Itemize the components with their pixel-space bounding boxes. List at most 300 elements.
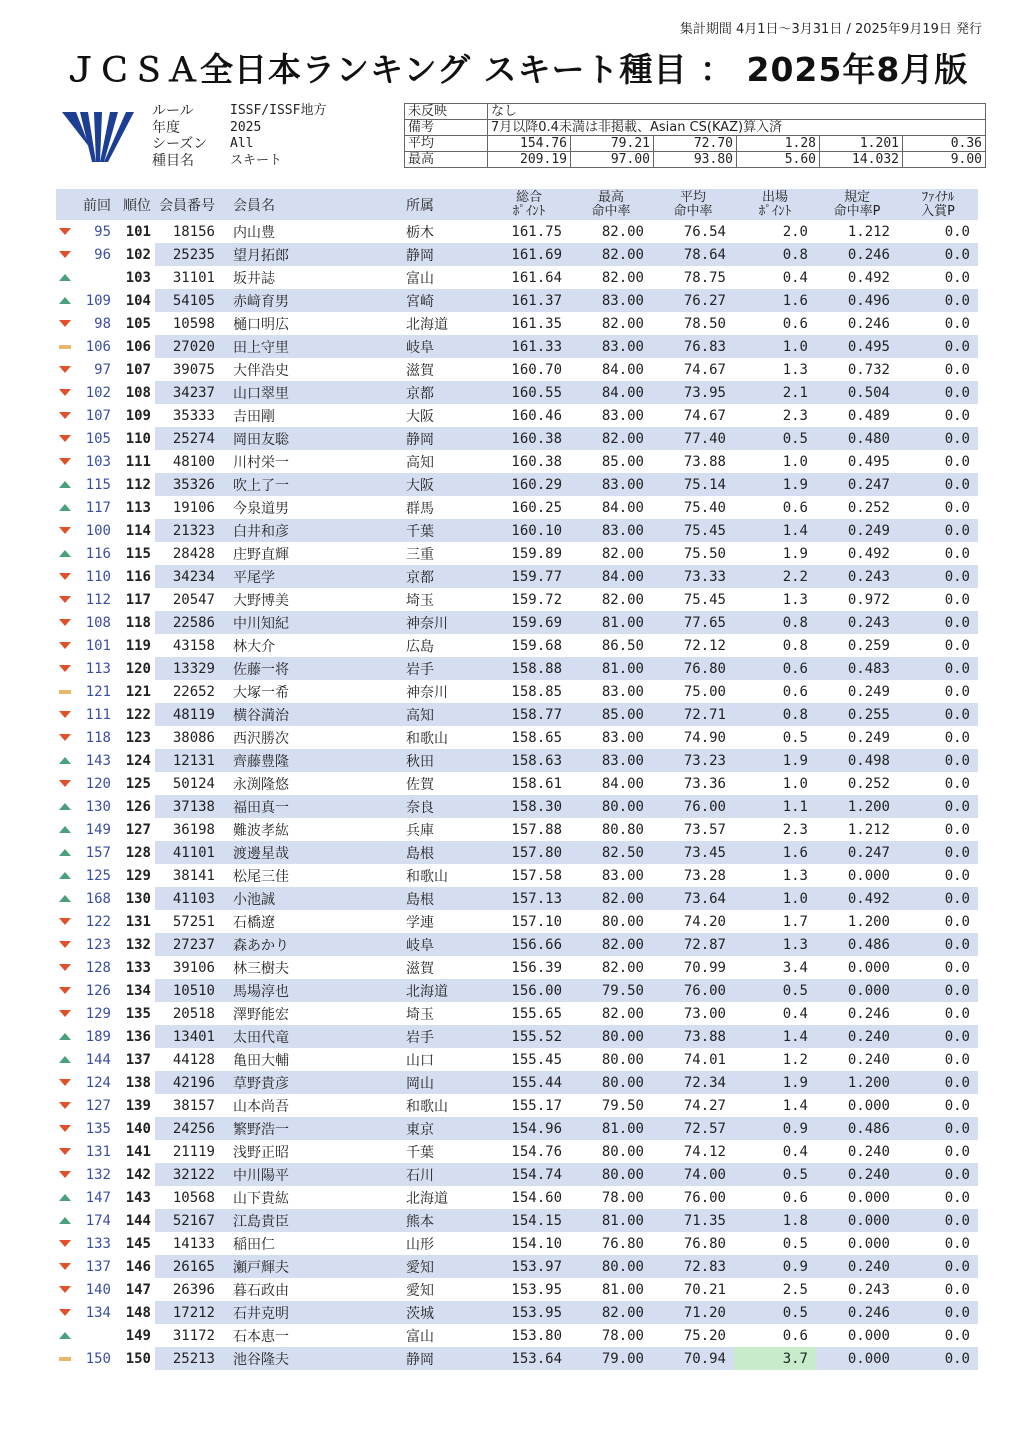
final-points: 0.0 [944,407,970,424]
affiliation: 佐賀 [406,776,434,793]
max-best: 97.00 [571,152,654,168]
participation-points: 0.5 [734,427,816,450]
member-name: 永渕隆悠 [233,776,289,793]
affiliation: 神奈川 [406,684,448,701]
final-points: 0.0 [944,499,970,516]
member-name: 大塚一希 [233,684,289,701]
affiliation: 北海道 [406,979,488,1002]
member-id: 25274 [155,427,231,450]
participation-points: 1.3 [782,591,808,608]
final-points: 0.0 [898,795,978,818]
avg-row [405,136,986,152]
member-name: 暮石政由 [233,1282,289,1299]
rank: 124 [125,752,151,769]
member-name: 今泉道男 [233,500,289,517]
regulation-points: 0.504 [816,381,898,404]
regulation-points: 0.247 [816,841,898,864]
affiliation: 和歌山 [406,730,448,747]
member-name: 川村栄一 [233,454,289,471]
table-row [56,1025,986,1048]
final-points: 0.0 [944,1005,970,1022]
final-points: 0.0 [944,1097,970,1114]
table-row [56,404,986,427]
col-id: 会員番号 [155,189,231,220]
jcsa-logo-icon [62,108,140,166]
prev-rank: 123 [85,936,111,953]
avg-fin: 0.36 [903,136,986,152]
rank-up-icon [59,826,71,833]
best-hit-rate: 80.00 [570,1025,652,1048]
total-points: 161.33 [488,335,570,358]
participation-points: 1.0 [734,335,816,358]
prev-rank: 129 [85,1005,111,1022]
final-points: 0.0 [898,1163,978,1186]
best-hit-rate: 80.80 [601,821,644,838]
affiliation: 広島 [406,638,434,655]
best-hit-rate: 80.00 [601,1143,644,1160]
member-name: 望月拓郎 [231,243,406,266]
best-hit-rate: 82.00 [570,427,652,450]
avg-hit-rate: 73.33 [652,565,734,588]
best-hit-rate: 83.00 [570,749,652,772]
final-points: 0.0 [898,381,978,404]
prev-rank: 109 [85,292,111,309]
member-name: 赤﨑育男 [231,289,406,312]
total-points: 158.61 [511,775,562,792]
regulation-points: 0.249 [847,683,890,700]
table-row [56,542,986,565]
final-points: 0.0 [898,519,978,542]
total-points: 158.88 [488,657,570,680]
regulation-points: 0.495 [847,453,890,470]
affiliation: 静岡 [406,427,488,450]
rank: 111 [125,453,151,470]
regulation-points: 0.249 [847,729,890,746]
affiliation: 京都 [406,381,488,404]
table-row [56,1232,986,1255]
affiliation: 岩手 [406,1025,488,1048]
regulation-points: 0.000 [847,1235,890,1252]
avg-hit-rate: 70.21 [683,1281,726,1298]
rank-up-icon [59,803,71,810]
member-name: 齊藤豊隆 [231,749,406,772]
member-id: 34234 [155,565,231,588]
prev-rank: 106 [85,338,111,355]
member-name: 横谷満治 [231,703,406,726]
best-hit-rate: 85.00 [601,453,644,470]
member-id: 52167 [155,1209,231,1232]
member-id: 25235 [155,243,231,266]
final-points: 0.0 [898,611,978,634]
table-row [56,979,986,1002]
affiliation: 宮崎 [406,289,488,312]
member-id: 48119 [155,703,231,726]
rank: 149 [125,1327,151,1344]
avg-hit-rate: 70.94 [652,1347,734,1370]
prev-rank: 97 [94,361,111,378]
table-row [56,956,986,979]
avg-hit-rate: 73.95 [652,381,734,404]
table-row [56,312,986,335]
max-fin: 9.00 [903,152,986,168]
regulation-points: 0.255 [816,703,898,726]
rank: 113 [125,499,151,516]
participation-points: 1.4 [734,519,816,542]
member-name: 池谷隆夫 [231,1347,406,1370]
participation-points: 0.6 [782,499,808,516]
rank: 126 [125,798,151,815]
participation-points: 2.1 [734,381,816,404]
best-hit-rate: 86.50 [601,637,644,654]
meta-key: ルール [152,103,194,119]
avg-hit-rate: 75.00 [683,683,726,700]
rank: 144 [125,1212,151,1229]
table-row [56,1186,986,1209]
total-points: 157.80 [488,841,570,864]
best-hit-rate: 82.00 [601,591,644,608]
rank: 114 [125,522,151,539]
prev-rank: 120 [85,775,111,792]
total-points: 159.89 [511,545,562,562]
meta-row [152,103,326,120]
rank-up-icon [59,849,71,856]
total-points: 161.69 [488,243,570,266]
participation-points: 0.4 [782,1005,808,1022]
total-points: 154.96 [488,1117,570,1140]
regulation-points: 0.486 [816,1117,898,1140]
affiliation: 愛知 [406,1282,434,1299]
rank: 104 [125,292,151,309]
total-points: 157.13 [488,887,570,910]
rank-down-icon [59,251,71,258]
participation-points: 1.0 [782,453,808,470]
prev-rank: 168 [85,890,111,907]
rank: 118 [125,614,151,631]
avg-label: 平均 [405,136,488,152]
prev-rank: 116 [85,545,111,562]
final-points: 0.0 [944,683,970,700]
member-name: 大野博美 [233,592,289,609]
final-points: 0.0 [898,243,978,266]
meta-value: スキート [230,152,283,168]
total-points: 161.37 [488,289,570,312]
final-points: 0.0 [944,729,970,746]
participation-points: 1.8 [734,1209,816,1232]
member-name: 林三樹夫 [233,960,289,977]
avg-best: 79.21 [571,136,654,152]
member-id: 19106 [172,499,215,516]
final-points: 0.0 [898,1209,978,1232]
member-id: 17212 [155,1301,231,1324]
rank-down-icon [59,458,71,465]
final-points: 0.0 [944,959,970,976]
member-name: 浅野正昭 [233,1144,289,1161]
avg-hit-rate: 72.71 [652,703,734,726]
final-points: 0.0 [898,1025,978,1048]
regulation-points: 0.480 [816,427,898,450]
rank: 136 [125,1028,151,1045]
best-hit-rate: 80.00 [601,913,644,930]
member-name: 白井和彦 [231,519,406,542]
member-id: 10510 [155,979,231,1002]
final-points: 0.0 [898,1347,978,1370]
participation-points: 1.3 [782,361,808,378]
table-row [56,1324,986,1347]
participation-points: 0.6 [782,1189,808,1206]
total-points: 160.55 [488,381,570,404]
table-row [56,1163,986,1186]
prev-rank: 126 [85,982,111,999]
regulation-points: 0.000 [847,959,890,976]
table-row [56,795,986,818]
participation-points: 3.7 [734,1347,816,1370]
member-id: 20518 [172,1005,215,1022]
prev-rank: 112 [85,591,111,608]
total-points: 161.64 [511,269,562,286]
table-row [56,335,986,358]
best-hit-rate: 84.00 [601,499,644,516]
member-name: 西沢勝次 [233,730,289,747]
rank-down-icon [59,1148,71,1155]
avg-total: 154.76 [488,136,571,152]
regulation-points: 0.492 [847,269,890,286]
avg-hit-rate: 74.27 [683,1097,726,1114]
final-points: 0.0 [898,841,978,864]
col-total: 総合 ﾎﾟｲﾝﾄ [488,189,570,220]
unreflected-value: なし [488,104,986,120]
final-points: 0.0 [898,473,978,496]
rank-down-icon [59,412,71,419]
max-reg: 14.032 [820,152,903,168]
prev-rank: 143 [85,752,111,769]
prev-rank: 95 [94,223,111,240]
affiliation: 熊本 [406,1209,488,1232]
participation-points: 0.6 [782,315,808,332]
total-points: 154.10 [511,1235,562,1252]
total-points: 160.25 [511,499,562,516]
table-row [56,933,986,956]
prev-rank: 102 [85,384,111,401]
total-points: 158.30 [488,795,570,818]
table-row [56,1255,986,1278]
rank: 109 [125,407,151,424]
meta-key: シーズン [152,136,208,152]
prev-rank: 107 [85,407,111,424]
rank-down-icon [59,1010,71,1017]
rank-down-icon [59,665,71,672]
member-name: 庄野直輝 [233,546,289,563]
final-points: 0.0 [898,979,978,1002]
member-name: 江島貴臣 [231,1209,406,1232]
rank: 141 [125,1143,151,1160]
prev-rank: 174 [85,1212,111,1229]
final-points: 0.0 [944,1281,970,1298]
table-row [56,289,986,312]
ranking-table [56,189,986,1370]
total-points: 155.65 [511,1005,562,1022]
total-points: 156.39 [511,959,562,976]
member-id: 27237 [155,933,231,956]
prev-rank: 134 [85,1304,111,1321]
best-hit-rate: 80.00 [570,1071,652,1094]
best-hit-rate: 83.00 [601,729,644,746]
member-id: 26396 [172,1281,215,1298]
member-name: 稲田仁 [233,1236,275,1253]
member-id: 14133 [172,1235,215,1252]
regulation-points: 0.000 [847,867,890,884]
member-id: 10598 [172,315,215,332]
rank: 150 [125,1350,151,1367]
rank: 101 [125,223,151,240]
final-points: 0.0 [944,1327,970,1344]
avg-hit-rate: 74.90 [683,729,726,746]
prev-rank: 121 [85,683,111,700]
affiliation: 高知 [406,454,434,471]
col-best: 最高 命中率 [570,189,652,220]
best-hit-rate: 80.00 [570,1255,652,1278]
total-points: 160.70 [511,361,562,378]
col-reg: 規定 命中率P [816,189,898,220]
final-points: 0.0 [944,867,970,884]
best-hit-rate: 82.00 [570,243,652,266]
table-row [56,565,986,588]
member-id: 13329 [155,657,231,680]
avg-hit-rate: 78.50 [683,315,726,332]
member-id: 36198 [172,821,215,838]
table-row [56,1117,986,1140]
avg-hit-rate: 73.88 [683,453,726,470]
regulation-points: 1.200 [847,913,890,930]
member-id: 32122 [155,1163,231,1186]
avg-hit-rate: 73.28 [683,867,726,884]
member-name: 林大介 [233,638,275,655]
regulation-points: 0.246 [847,315,890,332]
participation-points: 0.8 [734,243,816,266]
rank: 138 [125,1074,151,1091]
prev-rank: 127 [85,1097,111,1114]
participation-points: 1.9 [734,749,816,772]
meta-row [152,153,326,170]
final-points: 0.0 [944,1143,970,1160]
table-row [56,1278,986,1301]
affiliation: 千葉 [406,1144,434,1161]
best-hit-rate: 81.00 [601,1281,644,1298]
member-name: 太田代竜 [231,1025,406,1048]
total-points: 161.35 [511,315,562,332]
col-prev: 前回 [74,189,111,220]
table-row [56,887,986,910]
affiliation: 滋賀 [406,362,434,379]
ranking-header [56,189,986,220]
avg-hit-rate: 72.34 [652,1071,734,1094]
final-points: 0.0 [898,289,978,312]
participation-points: 0.8 [734,703,816,726]
total-points: 155.52 [488,1025,570,1048]
rank: 115 [125,545,151,562]
affiliation: 高知 [406,703,488,726]
member-name: 渡邊星哉 [231,841,406,864]
avg-hit-rate: 75.50 [683,545,726,562]
regulation-points: 0.732 [847,361,890,378]
table-row [56,588,986,611]
prev-rank: 135 [85,1120,111,1137]
max-part: 5.60 [737,152,820,168]
table-row [56,1347,986,1370]
member-id: 35333 [172,407,215,424]
affiliation: 奈良 [406,795,488,818]
rank-same-icon [59,690,71,694]
table-row [56,841,986,864]
member-id: 21323 [155,519,231,542]
final-points: 0.0 [944,913,970,930]
affiliation: 和歌山 [406,868,448,885]
participation-points: 0.5 [782,1235,808,1252]
affiliation: 島根 [406,887,488,910]
rank-up-icon [59,504,71,511]
rank: 102 [125,246,151,263]
rank: 116 [125,568,151,585]
member-name: 瀬戸輝夫 [231,1255,406,1278]
total-points: 154.60 [511,1189,562,1206]
member-name: 中川知紀 [231,611,406,634]
best-hit-rate: 78.00 [601,1189,644,1206]
member-name: 松尾三佳 [233,868,289,885]
stats-table [404,103,986,168]
rank-down-icon [59,1309,71,1316]
regulation-points: 0.246 [816,1301,898,1324]
total-points: 157.58 [511,867,562,884]
affiliation: 富山 [406,1328,434,1345]
regulation-points: 1.212 [847,223,890,240]
rank: 134 [125,982,151,999]
best-hit-rate: 82.00 [570,1301,652,1324]
avg-hit-rate: 76.27 [652,289,734,312]
avg-reg: 1.201 [820,136,903,152]
avg-hit-rate: 76.00 [683,1189,726,1206]
final-points: 0.0 [944,821,970,838]
avg-hit-rate: 76.00 [652,795,734,818]
best-hit-rate: 79.50 [570,979,652,1002]
rank: 108 [125,384,151,401]
rank: 142 [125,1166,151,1183]
best-hit-rate: 81.00 [570,1117,652,1140]
rank-up-icon [59,274,71,281]
member-name: 坂井誌 [233,270,275,287]
best-hit-rate: 82.00 [601,223,644,240]
table-row [56,1071,986,1094]
affiliation: 石川 [406,1163,488,1186]
affiliation: 和歌山 [406,1098,448,1115]
final-points: 0.0 [898,657,978,680]
avg-hit-rate: 71.20 [652,1301,734,1324]
table-row [56,703,986,726]
member-id: 31172 [172,1327,215,1344]
rank-down-icon [59,1125,71,1132]
member-id: 25213 [155,1347,231,1370]
rank: 125 [125,775,151,792]
avg-hit-rate: 75.40 [683,499,726,516]
total-points: 154.15 [488,1209,570,1232]
avg-hit-rate: 75.45 [683,591,726,608]
member-name: 吹上了一 [231,473,406,496]
prev-rank: 103 [85,453,111,470]
affiliation: 北海道 [406,316,448,333]
affiliation: 東京 [406,1117,488,1140]
total-points: 153.64 [488,1347,570,1370]
final-points: 0.0 [944,637,970,654]
regulation-points: 0.000 [847,1189,890,1206]
prev-rank: 144 [85,1051,111,1068]
